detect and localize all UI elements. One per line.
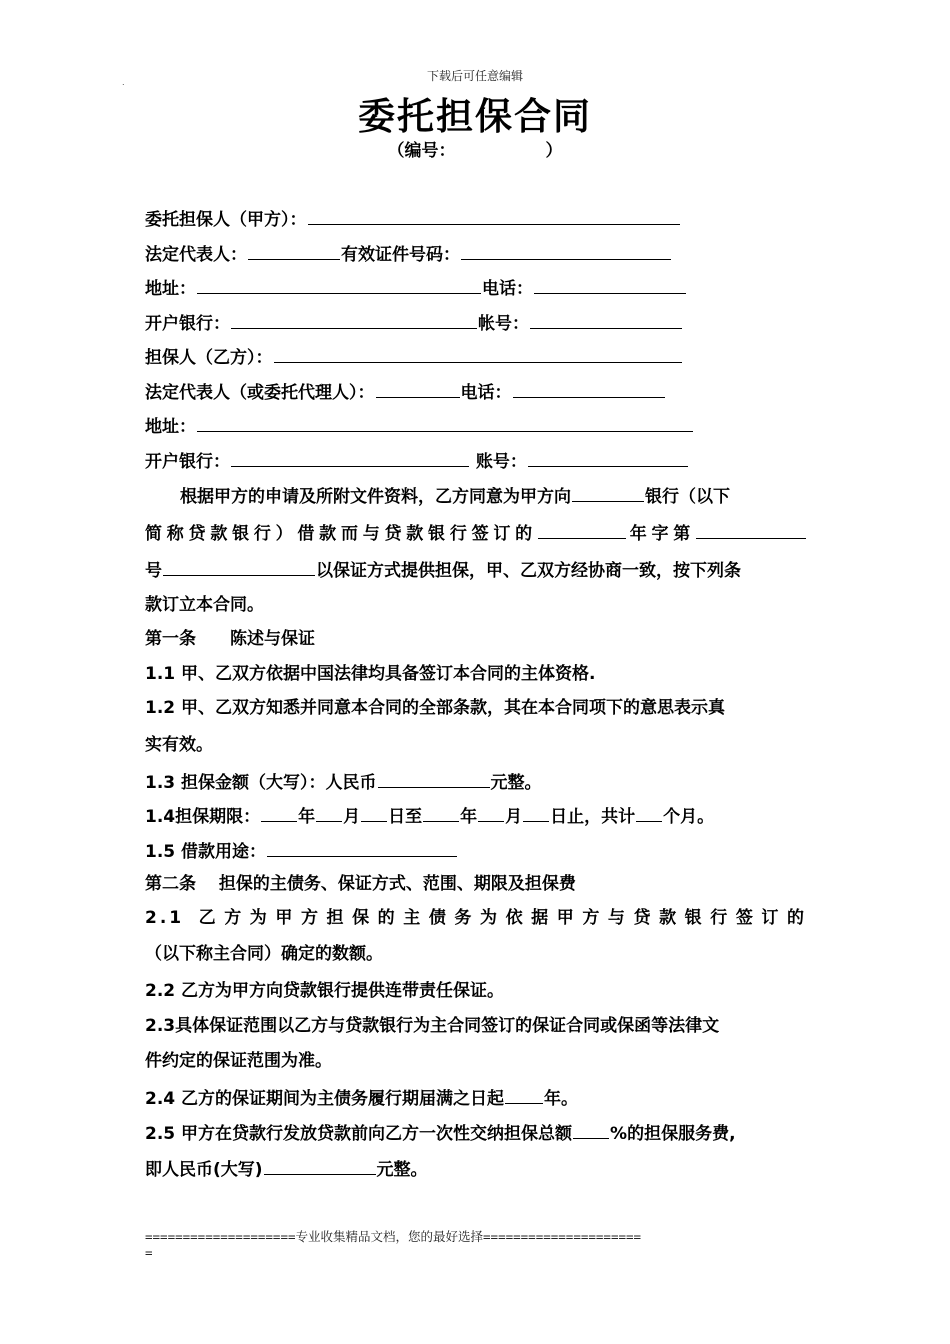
number-close: ） <box>545 141 563 161</box>
clause-2-4 <box>145 1085 807 1110</box>
bank-b-blank[interactable] <box>231 448 469 467</box>
id-label: 有效证件号码： <box>341 245 460 265</box>
contract-no-blank[interactable] <box>696 520 806 539</box>
bank-name-blank[interactable] <box>572 483 644 502</box>
clause-text: 元整。 <box>490 773 542 793</box>
footer-banner-tail: = <box>145 1245 153 1260</box>
footer-banner: ====================专业收集精品文档，您的最好选择===================== <box>145 1229 642 1244</box>
document-title: 委托担保合同 <box>358 95 592 138</box>
phone-b-label: 电话： <box>460 383 512 403</box>
clause-text: 1.3 担保金额（大写）：人民币 <box>145 773 377 793</box>
intro-text: 号 <box>145 561 162 581</box>
intro-text: 年字第 <box>626 524 696 544</box>
phone-a-blank[interactable] <box>534 275 686 294</box>
bank-a-label: 开户银行： <box>145 314 230 334</box>
addr-a-line <box>145 275 687 300</box>
end-month-blank[interactable] <box>478 803 504 822</box>
clause-text: 2.5 甲方在贷款行发放贷款前向乙方一次性交纳担保总额 <box>145 1124 573 1144</box>
addr-b-label: 地址： <box>145 417 196 437</box>
phone-a-label: 电话： <box>482 279 533 299</box>
header-note: 下载后可任意编辑 <box>426 69 523 83</box>
clause-text: 1.5 借款用途： <box>145 842 267 862</box>
intro-text: 银行（以下 <box>645 487 730 507</box>
clause-text: 月 <box>505 807 523 827</box>
account-b-blank[interactable] <box>528 448 688 467</box>
intro-text: 根据甲方的申请及所附文件资料，乙方同意为甲方向 <box>180 487 571 507</box>
account-a-blank[interactable] <box>530 310 682 329</box>
addr-b-blank[interactable] <box>197 413 693 432</box>
intro-line-3 <box>145 557 807 582</box>
rep-a-line <box>145 241 672 266</box>
intro-line-2 <box>145 520 807 545</box>
start-month-blank[interactable] <box>316 803 342 822</box>
clause-text: 1.4担保期限： <box>145 807 261 827</box>
intro-text: 简称贷款银行）借款而与贷款银行签订的 <box>145 524 537 544</box>
fee-percent-blank[interactable] <box>573 1120 609 1139</box>
tiny-mark: . <box>122 78 125 87</box>
clause-text: %的担保服务费, <box>610 1124 736 1144</box>
clause-text: 年 <box>460 807 478 827</box>
clause-2-1a: 2.1 乙方为甲方担保的主债务为依据甲方与贷款银行签订的 <box>145 908 807 928</box>
clause-2-2: 2.2 乙方为甲方向贷款银行提供连带责任保证。 <box>145 981 505 1001</box>
clause-1-3 <box>145 769 807 794</box>
rep-b-line <box>145 379 666 404</box>
end-day-blank[interactable] <box>523 803 549 822</box>
bank-b-line <box>145 448 689 473</box>
article-2-heading: 第二条 担保的主债务、保证方式、范围、期限及担保费 <box>145 874 576 894</box>
clause-text: 日止，共计 <box>550 807 636 827</box>
clause-2-3b: 件约定的保证范围为准。 <box>145 1051 332 1071</box>
clause-2-5 <box>145 1120 807 1145</box>
party-b-label: 担保人（乙方）： <box>145 348 273 368</box>
account-b-label: 账号： <box>475 452 527 472</box>
addr-b-line <box>145 413 694 438</box>
bank-a-blank[interactable] <box>231 310 477 329</box>
clause-2-6 <box>145 1156 807 1181</box>
clause-1-1: 1.1 甲、乙双方依据中国法律均具备签订本合同的主体资格. <box>145 664 596 684</box>
start-day-blank[interactable] <box>361 803 387 822</box>
clause-text: 2.4 乙方的保证期间为主债务履行期届满之日起 <box>145 1089 505 1109</box>
loan-contract-blank[interactable] <box>163 557 315 576</box>
months-blank[interactable] <box>636 803 662 822</box>
account-a-label: 帐号： <box>478 314 529 334</box>
clause-text: 个月。 <box>663 807 715 827</box>
fee-amount-blank[interactable] <box>264 1156 376 1175</box>
contract-year-blank[interactable] <box>538 520 626 539</box>
rep-b-label: 法定代表人（或委托代理人）： <box>145 383 375 403</box>
party-a-line <box>145 206 681 231</box>
phone-b-blank[interactable] <box>513 379 665 398</box>
intro-line-1 <box>180 483 807 508</box>
party-b-blank[interactable] <box>274 344 682 363</box>
intro-line-4: 款订立本合同。 <box>145 595 264 615</box>
clause-text: 年 <box>298 807 316 827</box>
contract-number <box>0 136 950 161</box>
party-a-label: 委托担保人（甲方）： <box>145 210 307 230</box>
clause-1-2b: 实有效。 <box>145 735 213 755</box>
clause-1-5 <box>145 838 807 863</box>
amount-blank[interactable] <box>378 769 490 788</box>
rep-a-blank[interactable] <box>248 241 340 260</box>
rep-b-blank[interactable] <box>376 379 460 398</box>
loan-purpose-blank[interactable] <box>267 838 457 857</box>
addr-a-blank[interactable] <box>197 275 481 294</box>
party-a-blank[interactable] <box>308 206 680 225</box>
end-year-blank[interactable] <box>423 803 459 822</box>
bank-b-label: 开户银行： <box>145 452 230 472</box>
clause-1-4 <box>145 803 807 828</box>
guarantee-years-blank[interactable] <box>505 1085 543 1104</box>
bank-a-line <box>145 310 683 335</box>
clause-text: 元整。 <box>376 1160 428 1180</box>
addr-a-label: 地址： <box>145 279 196 299</box>
clause-text: 年。 <box>544 1089 579 1109</box>
rep-a-label: 法定代表人： <box>145 245 247 265</box>
start-year-blank[interactable] <box>261 803 297 822</box>
clause-text: 日至 <box>388 807 423 827</box>
number-open: （编号： <box>387 141 456 161</box>
clause-2-1b: （以下称主合同）确定的数额。 <box>145 944 383 964</box>
clause-1-2a: 1.2 甲、乙双方知悉并同意本合同的全部条款，其在本合同项下的意思表示真 <box>145 698 726 718</box>
party-b-line <box>145 344 683 369</box>
clause-2-3a: 2.3具体保证范围以乙方与贷款银行为主合同签订的保证合同或保函等法律文 <box>145 1016 720 1036</box>
clause-text: 月 <box>343 807 361 827</box>
intro-text: 以保证方式提供担保，甲、乙双方经协商一致，按下列条 <box>316 561 741 581</box>
article-1-heading: 第一条 陈述与保证 <box>145 629 315 649</box>
id-blank[interactable] <box>461 241 671 260</box>
clause-text: 即人民币(大写) <box>145 1160 263 1180</box>
